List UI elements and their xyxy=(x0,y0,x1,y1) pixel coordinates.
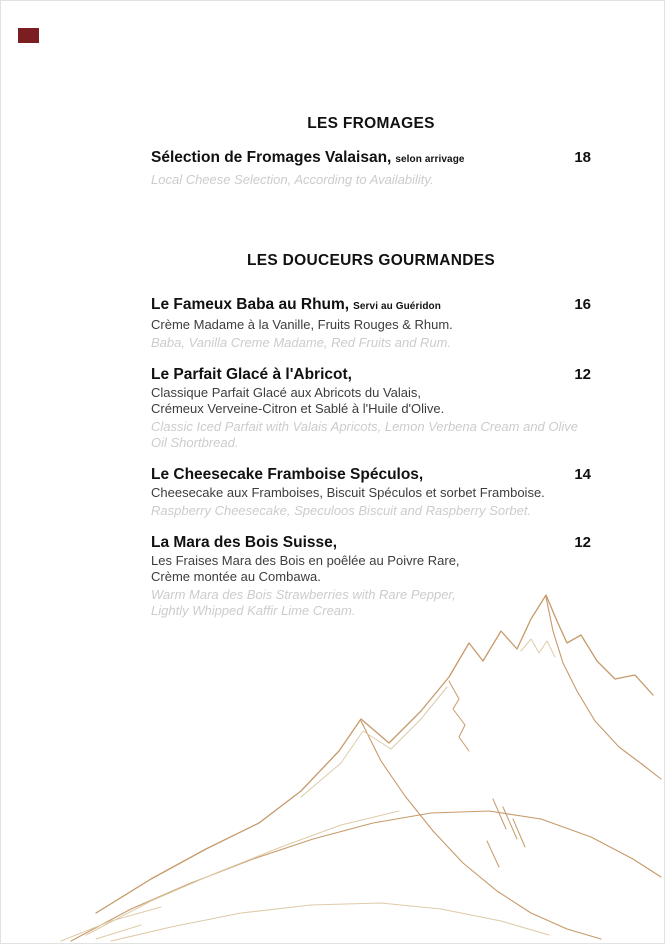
menu-item-cheesecake-framboise xyxy=(151,465,591,519)
section-heading-douceurs: LES DOUCEURS GOURMANDES xyxy=(246,252,496,269)
description-line: Classique Parfait Glacé aux Abricots du Valais, xyxy=(151,385,422,400)
translation-line: Local Cheese Selection, According to Availability. xyxy=(151,172,434,187)
description-line: Cheesecake aux Framboises, Biscuit Spéculos et sorbet Framboise. xyxy=(151,485,545,500)
translation-line: Classic Iced Parfait with Valais Apricots, Lemon Verbena Cream and Olive xyxy=(151,419,579,434)
item-head xyxy=(151,148,591,170)
item-title xyxy=(151,533,337,553)
item-title-text: Le Parfait Glacé à l'Abricot, xyxy=(151,366,352,383)
item-title-text: Le Fameux Baba au Rhum, xyxy=(151,296,350,313)
menu-item-baba-au-rhum xyxy=(151,295,591,351)
translation-block xyxy=(151,587,591,619)
section-heading-fromages: LES FROMAGES xyxy=(307,115,435,132)
mountain-sketch-illustration xyxy=(1,591,664,943)
item-price: 18 xyxy=(574,149,591,166)
item-price: 12 xyxy=(574,366,591,383)
description-line: Les Fraises Mara des Bois en poêlée au Poivre Rare, xyxy=(151,553,460,568)
description-line: Crémeux Verveine-Citron et Sablé à l'Huile d'Olive. xyxy=(151,401,445,416)
menu-item-fromages-selection xyxy=(151,148,591,188)
menu-content xyxy=(1,1,664,619)
item-price: 12 xyxy=(574,534,591,551)
item-title-text: La Mara des Bois Suisse, xyxy=(151,534,338,551)
description-line: Crème montée au Combawa. xyxy=(151,569,321,584)
item-title-text: Sélection de Fromages Valaisan, xyxy=(151,149,392,166)
menu-item-mara-des-bois xyxy=(151,533,591,619)
menu-item-parfait-abricot xyxy=(151,365,591,451)
translation-block xyxy=(151,419,591,451)
item-title xyxy=(151,295,441,317)
item-title-note: selon arrivage xyxy=(395,154,465,165)
translation-line: Oil Shortbread. xyxy=(151,435,239,450)
item-head xyxy=(151,533,591,553)
translation-line: Raspberry Cheesecake, Speculoos Biscuit and Raspberry Sorbet. xyxy=(151,503,532,518)
translation-line: Warm Mara des Bois Strawberries with Rare Pepper, xyxy=(151,587,456,602)
item-title-text: Le Cheesecake Framboise Spéculos, xyxy=(151,466,424,483)
translation-line: Lightly Whipped Kaffir Lime Cream. xyxy=(151,603,356,618)
translation-block xyxy=(151,335,591,351)
item-title xyxy=(151,465,423,485)
item-title xyxy=(151,365,352,385)
item-title-note: Servi au Guéridon xyxy=(353,301,441,312)
translation-block xyxy=(151,503,591,519)
translation-line: Baba, Vanilla Creme Madame, Red Fruits and Rum. xyxy=(151,335,452,350)
translation-block xyxy=(151,172,591,188)
item-head xyxy=(151,465,591,485)
item-head xyxy=(151,365,591,385)
item-title xyxy=(151,148,465,170)
item-price: 16 xyxy=(574,296,591,313)
item-head xyxy=(151,295,591,317)
item-price: 14 xyxy=(574,466,591,483)
description-line: Crème Madame à la Vanille, Fruits Rouges & Rhum. xyxy=(151,317,453,332)
